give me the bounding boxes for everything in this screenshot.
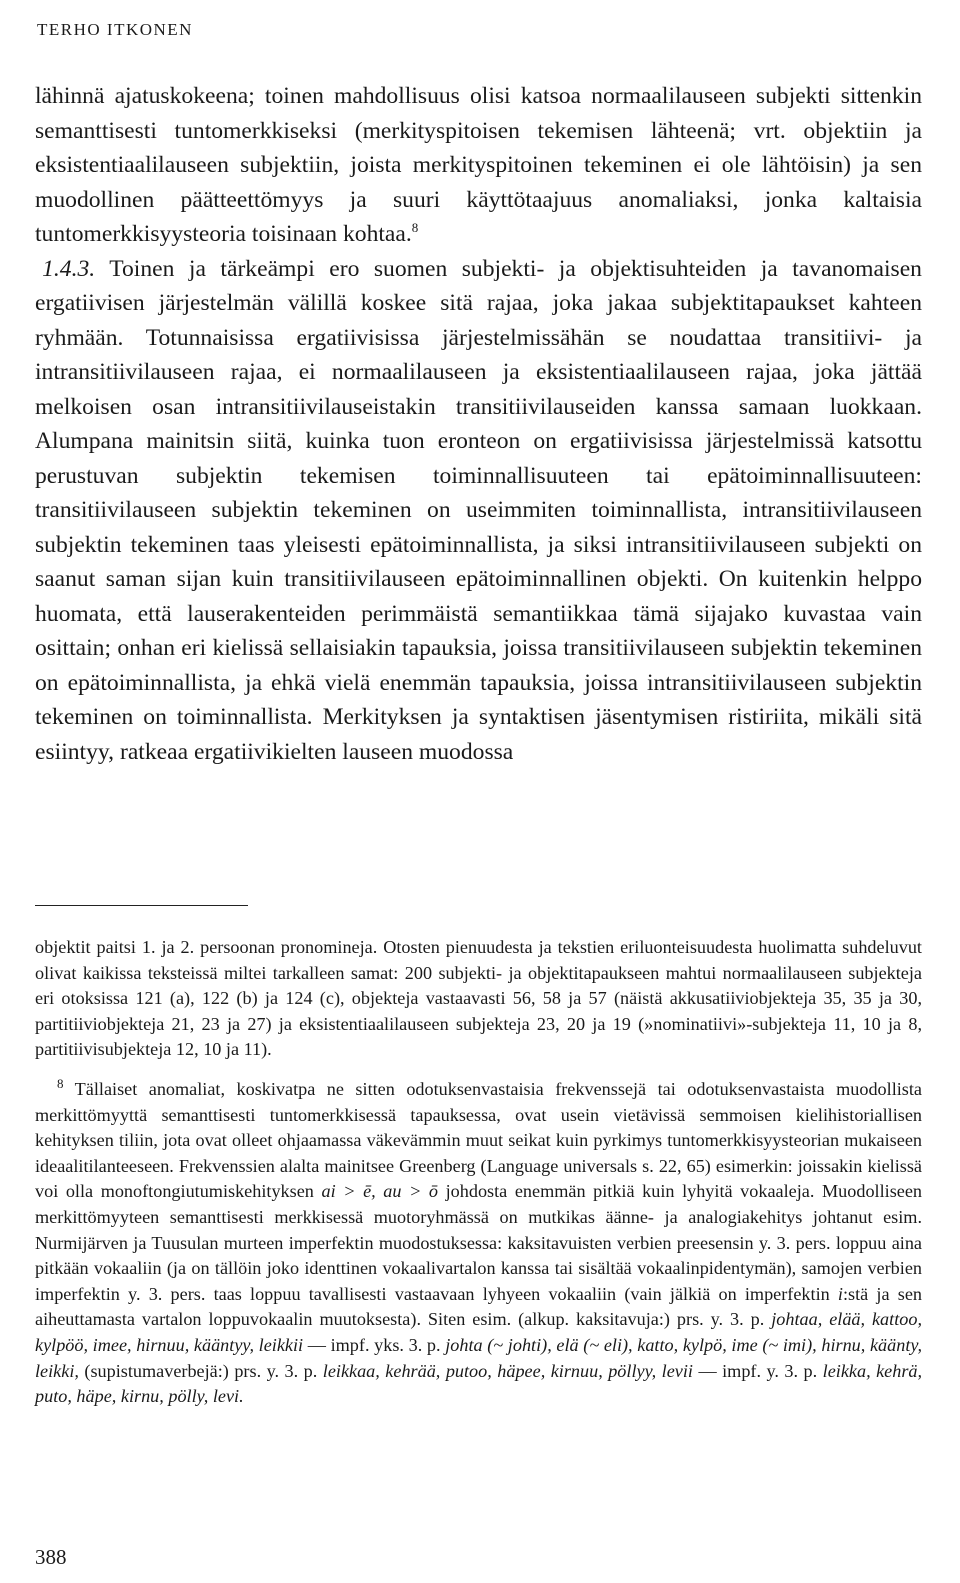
paragraph <box>35 252 922 770</box>
example-forms: leikka, kehrä, puto, häpe, kirnu, pölly, levi. <box>35 1360 923 1407</box>
footnote-divider <box>35 905 248 906</box>
running-head: TERHO ITKONEN <box>37 20 193 39</box>
footnote-marker: 8 <box>57 1075 64 1091</box>
paragraph <box>35 79 922 252</box>
footnote-text: Tällaiset anomaliat, koskivatpa ne sitten odotuksenvastaisia frekvenssejä tai odotuksenvastaista muodollista merkittömyyttä semanttisesti tuntomerkkisessä tapauksessa, ovat usein vietävissä semmoisen kielihistoriallisen kehityksen tiliin, jota ovat olleet ohjaamassa väkevämmin muut seikat kuin pyrkimys tuntomerkkisyysteorian mukaiseen ideaalitilanteeseen. Frekvenssien alalta mainitsee Greenberg (Language universals s. 22, 65) esimerkin: joissakin kielissä voi olla monoftongiutumiskehityksen <box>35 1078 922 1202</box>
page-number: 388 <box>35 1545 67 1569</box>
footnote-text: — impf. yks. 3. p. <box>307 1334 441 1355</box>
paragraph-text: Toinen ja tärkeämpi ero suomen subjekti- ja objektisuhteiden ja tavanomaisen ergatiivisen järjestelmän välillä koskee sitä rajaa, joka jakaa subjektitapaukset kahteen ryhmään. Totunnaisissa ergatiivisissa järjestelmissähän se noudattaa transitiivi- ja intransitiivilauseen rajaa, ei normaalilauseen ja eksistentiaalilauseen rajaa, joka jättää melkoisen osan intransitiivilauseistakin transitiivilauseiden kanssa samaan luokkaan. Alumpana mainitsin siitä, kuinka tuon eronteon on ergatiivisissa järjestelmissä katsottu perustuvan subjektin tekemisen toiminnallisuuteen tai epätoiminnallisuuteen: transitiivilauseen subjektin tekeminen on useimmiten toiminnallista, intransitiivilauseen subjektin tekeminen taas yleisesti epätoiminnallista, ja siksi intransitiivilauseen subjekti on saanut saman sijan kuin transitiivilauseen epätoiminnallinen objekti. On kuitenkin helppo huomata, että lauserakenteiden perimmäistä semantiikkaa tämä sijajako kuvastaa vain osittain; onhan eri kielissä sellaisiakin tapauksia, joissa transitiivilauseen subjektin tekeminen on epätoiminnallista, ja ehkä vielä enemmän tapauksia, joissa intransitiivilauseen subjektin tekeminen on toiminnallista. Merkityksen ja syntaktisen jäsentymisen ristiriita, mikäli sitä esiintyy, ratkeaa ergatiivikielten lauseen muodossa <box>35 255 922 765</box>
section-number: 1.4.3. <box>42 255 96 282</box>
example-forms: leikkaa, kehrää, putoo, häpee, kirnuu, pöllyy, levii <box>322 1360 693 1381</box>
footnotes <box>35 935 922 1410</box>
example-forms: ai > ē, au > ō <box>321 1181 439 1202</box>
footnote-8 <box>35 1077 922 1410</box>
footnote-text: (supistumaverbejä:) prs. y. 3. p. <box>84 1360 318 1381</box>
footnote-text: johdosta enemmän pitkiä kuin lyhyitä vokaaleja. Muodolliseen merkittömyyteen semanttisesti merkkisessä muotoryhmässä on mutkikas äänne- ja analogiakehitys johtanut esim. Nurmijärven ja Tuusulan murteen imperfektin muodostuksessa: kaksitavuisten verbien preesensin y. 3. pers. loppuu aina pitkään vokaaliin (ja on tällöin joko identtinen vokaalivartalon kanssa tai sisältää vokaalinpidentymän), samojen verbien imperfektin y. 3. pers. taas loppuu tavallisesti vastaavaan lyhyeen vokaaliin (vain jälkiä on imperfektin <box>35 1181 923 1304</box>
footnote-text: — impf. y. 3. p. <box>698 1360 818 1381</box>
footnote-continued: objektit paitsi 1. ja 2. persoonan pronomineja. Otosten pienuudesta ja tekstien eriluonteisuudesta huolimatta suhdeluvut olivat kaikissa teksteissä miltei tarkalleen samat: 200 subjekti- ja objektitapaukseen mahtui normaalilauseen subjekteja eri otoksissa 121 (a), 122 (b) ja 124 (c), objekteja vastaavasti 56, 58 ja 57 (näistä akkusatiiviobjekteja 35, 35 ja 30, partitiiviobjekteja 21, 23 ja 27) ja eksistentiaalilauseen subjekteja 23, 20 ja 19 (»nominatiivi»-subjekteja 11, 10 ja 8, partitiivisubjekteja 12, 10 ja 11). <box>35 937 922 1060</box>
example-forms: johtaa, elää, kattoo, kylpöö, imee, hirnuu, kääntyy, leikkii <box>35 1309 922 1355</box>
paragraph-text: lähinnä ajatuskokeena; toinen mahdollisuus olisi katsoa normaalilauseen subjekti sittenkin semanttisesti tuntomerkkiseksi (merkityspitoisen tekemisen lähteenä; vrt. objektiin ja eksistentiaalilauseen subjektiin, joista merkityspitoinen tekeminen ei ole lähtöisin) ja sen muodollinen päätteettömyys ja suuri käyttötaajuus anomaliaksi, jonka kaltaisia tuntomerkkisyysteoria toisinaan kohtaa. <box>35 83 922 247</box>
example-forms: i <box>837 1283 843 1304</box>
main-text <box>35 79 922 769</box>
footnote-reference: 8 <box>411 220 419 236</box>
example-forms: johta (~ johti), elä (~ eli), katto, kylpö, ime (~ imi), hirnu, käänty, leikki, <box>35 1334 922 1381</box>
footnote-text: :stä ja sen aiheuttamasta vartalon loppuvokaalin muutoksesta). Siten esim. (alkup. kaksitavuja:) prs. y. 3. p. <box>35 1283 922 1330</box>
